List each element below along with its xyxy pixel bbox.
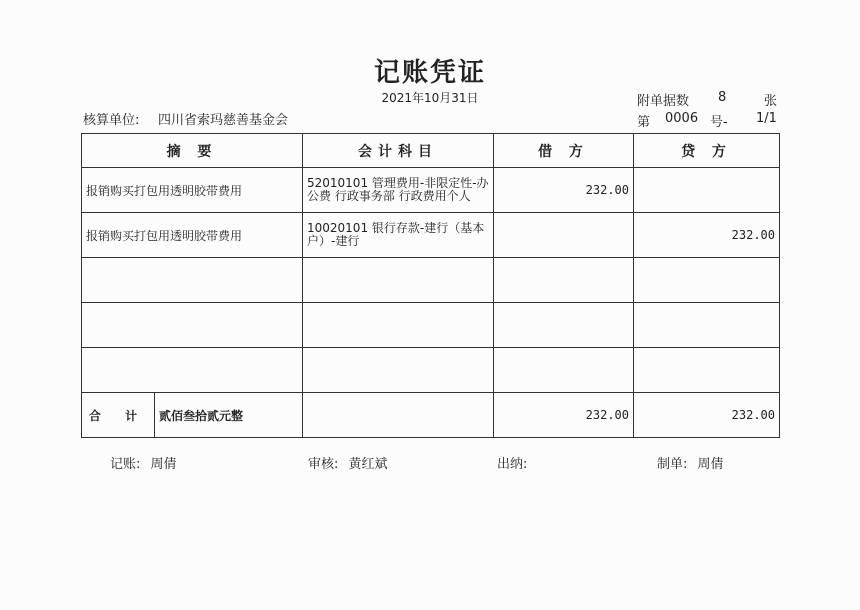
auditor-name: 黄红斌: [348, 457, 388, 472]
row-debit: [494, 348, 634, 393]
row-debit: [494, 258, 634, 303]
row-debit: 232.00: [494, 168, 634, 213]
table-row: [82, 348, 780, 393]
table-header-row: [82, 134, 780, 168]
table-row: [82, 168, 780, 213]
table-row: [82, 303, 780, 348]
row-credit: [634, 168, 780, 213]
row-credit: [634, 348, 780, 393]
total-amount-words: 贰佰叁拾贰元整: [159, 408, 244, 423]
total-summary-cell: [82, 393, 303, 438]
bookkeeper-field: [110, 453, 177, 472]
preparer-label: 制单:: [657, 457, 688, 472]
voucher-number-suffix: 号-: [710, 115, 728, 130]
total-account: [303, 393, 494, 438]
row-summary: [82, 258, 303, 303]
unit-value: 四川省索玛慈善基金会: [158, 113, 289, 128]
total-label: 合 计: [88, 408, 148, 423]
total-words-cell: [155, 407, 243, 424]
header-account: 会计科目: [303, 134, 494, 168]
total-label-cell: [82, 393, 155, 437]
attachments-count: 8: [718, 90, 727, 105]
bookkeeper-name: 周倩: [150, 457, 177, 472]
row-summary: [82, 303, 303, 348]
row-account: 52010101 管理费用-非限定性-办公费 行政事务部 行政费用个人: [303, 168, 494, 213]
row-credit: 232.00: [634, 213, 780, 258]
page-number: 1/1: [756, 111, 777, 126]
attachments-unit: 张: [764, 94, 778, 109]
bookkeeper-label: 记账:: [110, 457, 141, 472]
row-credit: [634, 303, 780, 348]
preparer-name: 周倩: [697, 457, 724, 472]
row-account: [303, 348, 494, 393]
total-credit: 232.00: [634, 393, 780, 438]
preparer-field: [657, 453, 724, 472]
row-debit: [494, 213, 634, 258]
row-debit: [494, 303, 634, 348]
row-summary: 报销购买打包用透明胶带费用: [82, 213, 303, 258]
total-debit: 232.00: [494, 393, 634, 438]
header-credit: 贷 方: [634, 134, 780, 168]
row-account: [303, 258, 494, 303]
header-summary: 摘 要: [82, 134, 303, 168]
unit-label: 核算单位:: [83, 113, 140, 128]
row-summary: [82, 348, 303, 393]
header-debit: 借 方: [494, 134, 634, 168]
row-credit: [634, 258, 780, 303]
row-summary: 报销购买打包用透明胶带费用: [82, 168, 303, 213]
voucher-date: 2021年10月31日: [381, 91, 479, 105]
attachments-label: 附单据数: [637, 94, 690, 109]
table-row: [82, 213, 780, 258]
row-account: 10020101 银行存款-建行（基本户）-建行: [303, 213, 494, 258]
table-row: [82, 258, 780, 303]
auditor-label: 审核:: [308, 457, 339, 472]
voucher-title: 记账凭证: [373, 58, 486, 88]
total-row: [82, 393, 780, 438]
cashier-label: 出纳:: [497, 457, 528, 472]
row-account: [303, 303, 494, 348]
voucher-table: [81, 133, 780, 438]
voucher-number: 0006: [665, 111, 699, 126]
cashier-field: [497, 453, 533, 472]
auditor-field: [308, 453, 388, 472]
voucher-number-prefix: 第: [637, 115, 651, 130]
